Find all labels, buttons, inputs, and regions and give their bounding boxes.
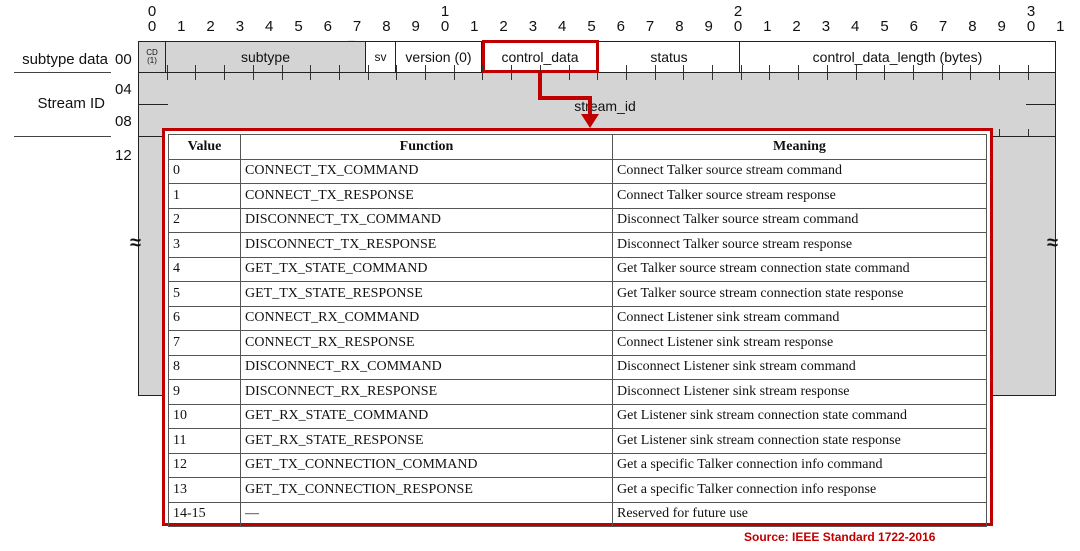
bit-tick xyxy=(224,73,225,80)
cell-meaning: Get Talker source stream connection state response xyxy=(613,282,987,307)
break-mark-right: ≈ xyxy=(1047,232,1058,254)
bit-number: 8 xyxy=(968,18,977,35)
cell-meaning: Disconnect Talker source stream command xyxy=(613,208,987,233)
bit-tick xyxy=(884,65,885,72)
cell-value: 6 xyxy=(169,306,241,331)
cell-value: 11 xyxy=(169,429,241,454)
cell-value: 9 xyxy=(169,380,241,405)
offset-12: 12 xyxy=(115,147,132,164)
bit-tick xyxy=(195,73,196,80)
bit-number: 9 xyxy=(411,18,420,35)
bit-number: 5 xyxy=(294,18,303,35)
field-control-data-label: control_data xyxy=(501,49,579,65)
cell-meaning: Connect Talker source stream response xyxy=(613,184,987,209)
cell-meaning: Disconnect Listener sink stream response xyxy=(613,380,987,405)
bit-number: 0 xyxy=(147,18,157,35)
bit-tick xyxy=(712,65,713,72)
cell-function: CONNECT_RX_RESPONSE xyxy=(241,331,613,356)
cell-meaning: Get a specific Talker connection info command xyxy=(613,453,987,478)
bit-tick xyxy=(798,73,799,80)
cell-function: GET_TX_CONNECTION_COMMAND xyxy=(241,453,613,478)
bit-tick xyxy=(511,73,512,80)
offset-00: 00 xyxy=(115,51,132,68)
bit-tick xyxy=(999,129,1000,136)
cell-value: 2 xyxy=(169,208,241,233)
bit-tick xyxy=(454,73,455,80)
bit-tick xyxy=(282,73,283,80)
bit-tick xyxy=(712,73,713,80)
function-table xyxy=(168,134,987,527)
header-meaning: Meaning xyxy=(613,135,987,160)
bit-number-tens: 2 xyxy=(733,3,743,20)
bit-tick xyxy=(1028,129,1029,136)
bit-tick xyxy=(454,65,455,72)
table-row xyxy=(169,429,987,454)
stream-id-separator xyxy=(138,104,168,105)
cell-value: 3 xyxy=(169,233,241,258)
table-row xyxy=(169,404,987,429)
connector-arrow xyxy=(530,72,610,132)
cell-function: CONNECT_TX_COMMAND xyxy=(241,159,613,184)
cell-value: 14-15 xyxy=(169,502,241,527)
bit-tick xyxy=(626,73,627,80)
bit-tick xyxy=(310,65,311,72)
bit-tick xyxy=(167,65,168,72)
field-status-label: status xyxy=(650,49,688,65)
field-control-data-length xyxy=(740,42,1055,72)
bit-number: 3 xyxy=(821,18,831,35)
cell-meaning: Get Talker source stream connection state command xyxy=(613,257,987,282)
bit-tick xyxy=(368,65,369,72)
table-row xyxy=(169,233,987,258)
field-sv xyxy=(366,42,396,72)
bit-number-tens: 0 xyxy=(147,3,157,20)
label-underline xyxy=(14,72,111,73)
bit-tick xyxy=(282,65,283,72)
stream-id-separator xyxy=(1026,104,1056,105)
bit-number: 0 xyxy=(733,18,743,35)
cell-function: DISCONNECT_TX_COMMAND xyxy=(241,208,613,233)
cell-value: 10 xyxy=(169,404,241,429)
offset-08: 08 xyxy=(115,113,132,130)
table-header-row xyxy=(169,135,987,160)
bit-tick xyxy=(224,65,225,72)
bit-tick xyxy=(396,73,397,80)
bit-number-tens: 1 xyxy=(440,3,450,20)
cell-value: 5 xyxy=(169,282,241,307)
bit-number: 2 xyxy=(206,18,215,35)
bit-tick xyxy=(827,73,828,80)
cell-value: 7 xyxy=(169,331,241,356)
bit-tick xyxy=(884,73,885,80)
cell-function: GET_RX_STATE_COMMAND xyxy=(241,404,613,429)
bit-tick xyxy=(482,65,483,72)
field-control-data-length-label: control_data_length (bytes) xyxy=(812,49,983,65)
header-value: Value xyxy=(169,135,241,160)
cell-function: DISCONNECT_TX_RESPONSE xyxy=(241,233,613,258)
bit-tick xyxy=(482,73,483,80)
table-row xyxy=(169,282,987,307)
cell-meaning: Get Listener sink stream connection state response xyxy=(613,429,987,454)
table-row xyxy=(169,331,987,356)
bit-number: 7 xyxy=(938,18,948,35)
bit-number: 1 xyxy=(763,18,772,35)
table-row xyxy=(169,478,987,503)
bit-tick xyxy=(339,65,340,72)
bit-tick xyxy=(425,73,426,80)
bit-tick xyxy=(425,65,426,72)
bit-number: 3 xyxy=(528,18,538,35)
cell-value: 1 xyxy=(169,184,241,209)
bit-number: 2 xyxy=(792,18,801,35)
field-version xyxy=(396,42,482,72)
cell-value: 4 xyxy=(169,257,241,282)
field-version-label: version (0) xyxy=(405,49,472,65)
bit-number: 1 xyxy=(1056,18,1065,35)
cell-function: GET_TX_STATE_RESPONSE xyxy=(241,282,613,307)
bit-number: 8 xyxy=(382,18,391,35)
bit-number: 4 xyxy=(265,18,274,35)
cell-function: DISCONNECT_RX_RESPONSE xyxy=(241,380,613,405)
bit-number: 3 xyxy=(235,18,245,35)
bit-tick xyxy=(253,73,254,80)
bit-tick xyxy=(511,65,512,72)
cell-meaning: Disconnect Talker source stream response xyxy=(613,233,987,258)
bit-tick xyxy=(195,65,196,72)
table-row xyxy=(169,306,987,331)
cell-value: 12 xyxy=(169,453,241,478)
cell-meaning: Connect Talker source stream command xyxy=(613,159,987,184)
bit-tick xyxy=(683,73,684,80)
bit-tick xyxy=(626,65,627,72)
bit-number: 6 xyxy=(323,18,332,35)
cell-function: — xyxy=(241,502,613,527)
break-mark-left: ≈ xyxy=(130,232,141,254)
label-underline xyxy=(14,136,111,137)
cell-function: DISCONNECT_RX_COMMAND xyxy=(241,355,613,380)
bit-tick xyxy=(1028,65,1029,72)
bit-number: 5 xyxy=(587,18,596,35)
bit-tick xyxy=(339,73,340,80)
bit-number: 7 xyxy=(645,18,655,35)
bit-number: 1 xyxy=(177,18,186,35)
bit-tick xyxy=(1028,73,1029,80)
cell-meaning: Get Listener sink stream connection state command xyxy=(613,404,987,429)
bit-tick xyxy=(913,73,914,80)
bit-tick xyxy=(597,65,598,72)
offset-04: 04 xyxy=(115,81,132,98)
bit-tick xyxy=(942,73,943,80)
field-subtype-label: subtype xyxy=(240,49,291,65)
bit-tick xyxy=(827,65,828,72)
bit-tick xyxy=(396,65,397,72)
bit-tick xyxy=(368,73,369,80)
bit-tick xyxy=(655,65,656,72)
bit-tick xyxy=(253,65,254,72)
bit-number: 0 xyxy=(440,18,450,35)
field-cd xyxy=(139,42,166,72)
bit-number-tens: 3 xyxy=(1026,3,1036,20)
table-row xyxy=(169,208,987,233)
table-row xyxy=(169,159,987,184)
table-row xyxy=(169,257,987,282)
bit-tick xyxy=(769,73,770,80)
bit-tick xyxy=(769,65,770,72)
control-data-table xyxy=(162,128,993,526)
cell-value: 13 xyxy=(169,478,241,503)
bit-number: 4 xyxy=(851,18,860,35)
field-sv-label: sv xyxy=(374,50,387,64)
field-cd-label: CD xyxy=(146,48,158,57)
bit-number: 1 xyxy=(470,18,479,35)
cell-function: GET_TX_STATE_COMMAND xyxy=(241,257,613,282)
bit-tick xyxy=(970,65,971,72)
bit-tick xyxy=(999,65,1000,72)
bit-number: 4 xyxy=(558,18,567,35)
bit-tick xyxy=(942,65,943,72)
bit-tick xyxy=(167,73,168,80)
bit-tick xyxy=(798,65,799,72)
bit-tick xyxy=(741,65,742,72)
cell-function: CONNECT_TX_RESPONSE xyxy=(241,184,613,209)
bit-number: 6 xyxy=(909,18,918,35)
cell-function: GET_TX_CONNECTION_RESPONSE xyxy=(241,478,613,503)
cell-value: 0 xyxy=(169,159,241,184)
cell-meaning: Reserved for future use xyxy=(613,502,987,527)
bit-tick xyxy=(913,65,914,72)
bit-number: 0 xyxy=(1026,18,1036,35)
bit-tick xyxy=(683,65,684,72)
row-label-stream-id: Stream ID xyxy=(37,95,105,112)
cell-meaning: Connect Listener sink stream response xyxy=(613,331,987,356)
table-row xyxy=(169,184,987,209)
table-row xyxy=(169,453,987,478)
cell-function: GET_RX_STATE_RESPONSE xyxy=(241,429,613,454)
bit-number: 8 xyxy=(675,18,684,35)
bit-number: 9 xyxy=(997,18,1006,35)
cell-function: CONNECT_RX_COMMAND xyxy=(241,306,613,331)
row-label-subtype-data: subtype data xyxy=(22,51,108,68)
header-function: Function xyxy=(241,135,613,160)
bit-number: 7 xyxy=(352,18,362,35)
bit-tick xyxy=(310,73,311,80)
table-row xyxy=(169,355,987,380)
bit-tick xyxy=(999,73,1000,80)
bit-tick xyxy=(970,73,971,80)
bit-number: 2 xyxy=(499,18,508,35)
bit-tick xyxy=(540,65,541,72)
field-cd-size: (1) xyxy=(147,56,157,65)
bit-tick xyxy=(741,73,742,80)
table-row xyxy=(169,380,987,405)
bit-number: 9 xyxy=(704,18,713,35)
cell-value: 8 xyxy=(169,355,241,380)
bit-tick xyxy=(856,65,857,72)
cell-meaning: Get a specific Talker connection info response xyxy=(613,478,987,503)
bit-tick xyxy=(569,65,570,72)
table-row xyxy=(169,502,987,527)
bit-number: 6 xyxy=(616,18,625,35)
source-caption: Source: IEEE Standard 1722-2016 xyxy=(744,530,936,544)
bit-tick xyxy=(655,73,656,80)
field-status xyxy=(598,42,740,72)
cell-meaning: Connect Listener sink stream command xyxy=(613,306,987,331)
field-stream-id-label: stream_id xyxy=(574,98,636,114)
bit-tick xyxy=(856,73,857,80)
cell-meaning: Disconnect Listener sink stream command xyxy=(613,355,987,380)
bit-number: 5 xyxy=(880,18,889,35)
